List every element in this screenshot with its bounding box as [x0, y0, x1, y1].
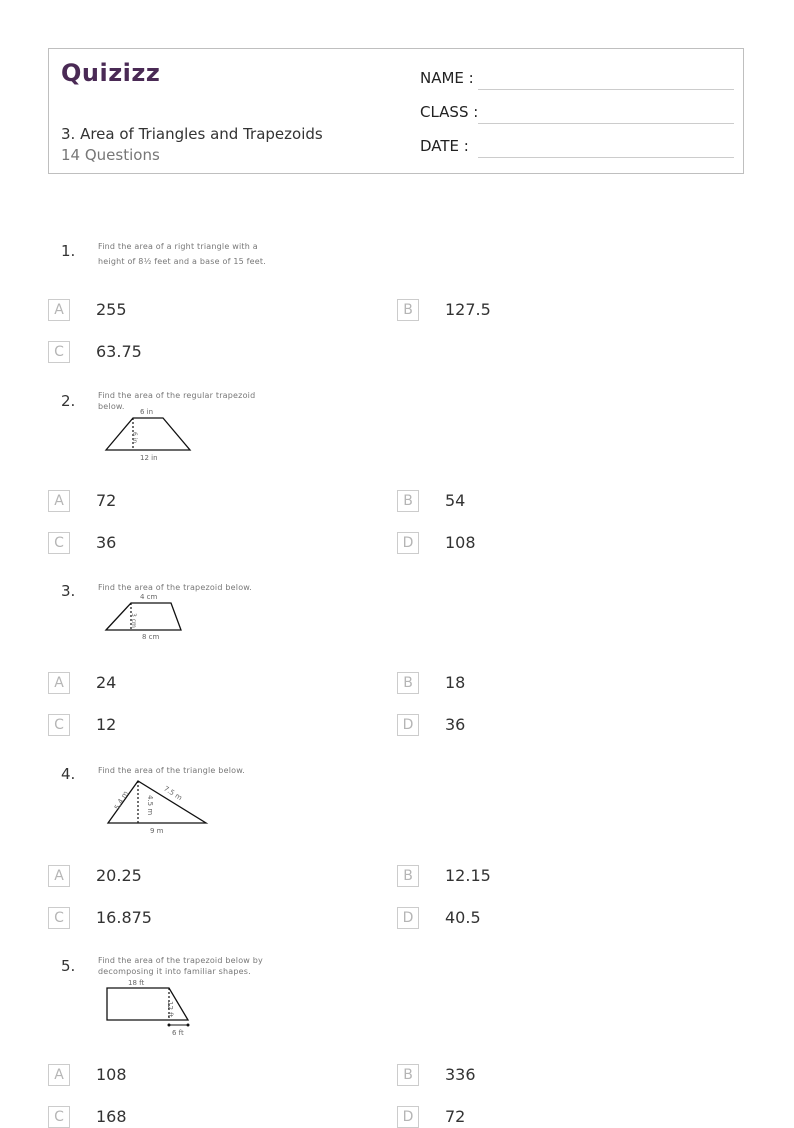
option-value: 54 [445, 491, 466, 510]
question-text-line: below. [98, 402, 125, 411]
measure-point [168, 1024, 171, 1027]
quizizz-logo: Quizizz [61, 59, 161, 87]
question-text-line: Find the area of a right triangle with a [98, 242, 258, 251]
option-letter: D [397, 714, 419, 736]
top-label: 6 in [140, 408, 154, 416]
question-text [98, 955, 263, 977]
bottom-label: 6 ft [172, 1029, 184, 1037]
option-letter: A [48, 490, 70, 512]
option-letter: D [397, 907, 419, 929]
option-value: 127.5 [445, 300, 491, 319]
top-label: 18 ft [128, 979, 145, 987]
option-value: 72 [445, 1107, 466, 1126]
option-letter: D [397, 532, 419, 554]
option-letter: C [48, 907, 70, 929]
option-value: 336 [445, 1065, 476, 1084]
option-letter: C [48, 714, 70, 736]
bottom-label: 12 in [140, 454, 158, 462]
option-letter: B [397, 865, 419, 887]
class-line[interactable] [478, 123, 734, 124]
date-label: DATE : [420, 137, 469, 155]
option-letter: B [397, 1064, 419, 1086]
height-label: 3 cm [130, 613, 137, 628]
option-value: 168 [96, 1107, 127, 1126]
option-letter: C [48, 532, 70, 554]
worksheet-title: 3. Area of Triangles and Trapezoids [61, 125, 323, 143]
option-letter: B [397, 490, 419, 512]
option-value: 20.25 [96, 866, 142, 885]
trapezoid-figure [100, 977, 196, 1039]
option-value: 40.5 [445, 908, 481, 927]
height-label: 6 in [131, 432, 138, 444]
name-line[interactable] [478, 89, 734, 90]
question-text-line: Find the area of the triangle below. [98, 766, 245, 775]
base-label: 9 m [150, 827, 164, 835]
option-value: 36 [445, 715, 466, 734]
question-number: 3. [61, 582, 76, 600]
date-line[interactable] [478, 157, 734, 158]
question-count: 14 Questions [61, 146, 160, 164]
option-value: 12.15 [445, 866, 491, 885]
question-text-line: decomposing it into familiar shapes. [98, 967, 251, 976]
question-text-line: height of 8½ feet and a base of 15 feet. [98, 257, 266, 266]
right-side-label: 7.5 m [162, 784, 184, 803]
trapezoid-shape [107, 988, 188, 1020]
option-value: 255 [96, 300, 127, 319]
class-label: CLASS : [420, 103, 479, 121]
bottom-label: 8 cm [142, 633, 160, 641]
worksheet-header [48, 48, 744, 174]
question-text [98, 241, 266, 267]
question-number: 5. [61, 957, 76, 975]
option-letter: A [48, 1064, 70, 1086]
trapezoid-shape [106, 418, 190, 450]
top-label: 4 cm [140, 593, 158, 601]
triangle-figure [100, 774, 212, 838]
question-number: 2. [61, 392, 76, 410]
option-value: 16.875 [96, 908, 152, 927]
option-letter: B [397, 672, 419, 694]
question-number: 4. [61, 765, 76, 783]
measure-point [187, 1024, 190, 1027]
height-label: 12 ft [166, 1001, 174, 1018]
option-value: 108 [445, 533, 476, 552]
option-letter: C [48, 1106, 70, 1128]
trapezoid-figure [100, 590, 190, 642]
option-letter: A [48, 299, 70, 321]
option-value: 12 [96, 715, 117, 734]
option-value: 24 [96, 673, 117, 692]
left-side-label: 5.4 m [113, 789, 131, 812]
height-label: 4.5 m [146, 795, 154, 816]
option-letter: A [48, 865, 70, 887]
question-text-line: Find the area of the trapezoid below by [98, 956, 263, 965]
trapezoid-figure [100, 404, 196, 464]
option-letter: B [397, 299, 419, 321]
option-value: 18 [445, 673, 466, 692]
option-letter: D [397, 1106, 419, 1128]
name-label: NAME : [420, 69, 474, 87]
option-value: 108 [96, 1065, 127, 1084]
question-number: 1. [61, 242, 76, 260]
option-value: 36 [96, 533, 117, 552]
question-text-line: Find the area of the regular trapezoid [98, 391, 256, 400]
question-text-line: Find the area of the trapezoid below. [98, 583, 253, 592]
option-value: 72 [96, 491, 117, 510]
trapezoid-shape [106, 603, 181, 630]
option-letter: C [48, 341, 70, 363]
option-value: 63.75 [96, 342, 142, 361]
option-letter: A [48, 672, 70, 694]
